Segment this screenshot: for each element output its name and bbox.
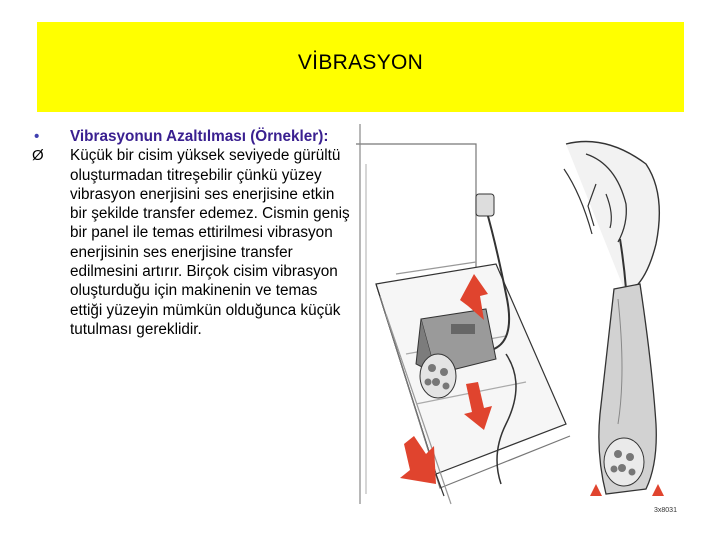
bullet-arrow: Ø — [32, 147, 44, 165]
bullet-dot: • — [34, 128, 40, 145]
slide-title: VİBRASYON — [297, 51, 424, 74]
vibration-illustration — [356, 124, 677, 522]
body-text: Küçük bir cisim yüksek seviyede gürültü oluşturmadan titreşebilir çünkü yüzey vibrasyon enerjisini ses enerjisine etkin bir şekilde transfer edemez. Cismin geniş bir panel ile temas ettirilmesi vibrasyon enerjisinin ses enerjisine transfer edilmesini artırır. Birçok cisim vibrasyon oluşturduğu için makinenin ve temas ettiği yüzeyin mümkün olduğunca küçük tutulması gereklidir. — [70, 147, 350, 338]
list-item-body — [32, 146, 350, 339]
list-item-heading — [32, 127, 350, 146]
figure-code: 3x8031 — [654, 507, 677, 514]
heading-text: Vibrasyonun Azaltılması (Örnekler): — [70, 128, 329, 145]
title-band — [37, 22, 684, 112]
text-content — [32, 127, 350, 339]
